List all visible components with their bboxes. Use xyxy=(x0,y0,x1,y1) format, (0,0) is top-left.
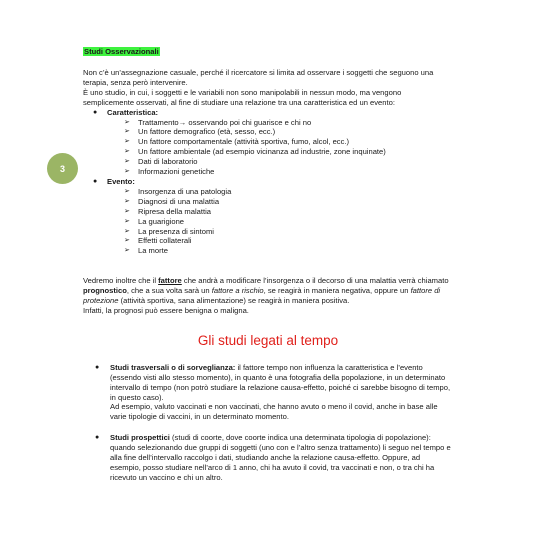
arrow-bullet-icon: ➢ xyxy=(124,217,130,225)
arrow-bullet-icon: ➢ xyxy=(124,207,130,215)
trasversali-label: Studi trasversali o di sorveglianza: xyxy=(110,362,236,372)
evento-label: Evento: xyxy=(107,176,135,186)
arrow-bullet-icon: ➢ xyxy=(124,148,130,156)
text-run: Vedremo inoltre che il xyxy=(83,276,159,286)
page-number-badge xyxy=(47,153,78,184)
arrow-bullet-icon: ➢ xyxy=(124,168,130,176)
fattore-rischio-term: fattore a rischio xyxy=(211,286,264,296)
list-item xyxy=(123,167,453,177)
section-heading: Studi Osservazionali xyxy=(84,47,159,56)
studi-tempo-list xyxy=(83,363,453,483)
list-item xyxy=(123,246,453,256)
list-item xyxy=(123,236,453,246)
arrow-bullet-icon: ➢ xyxy=(124,227,130,235)
prospettici-paragraph xyxy=(110,433,453,483)
page-number: 3 xyxy=(59,163,65,174)
list-item-text: Un fattore comportamentale (attività sportiva, fumo, alcol, ecc.) xyxy=(138,137,350,147)
caratteristica-sublist xyxy=(107,118,453,177)
list-item xyxy=(123,217,453,227)
list-item-text: La presenza di sintomi xyxy=(138,226,214,236)
list-item-text: Diagnosi di una malattia xyxy=(138,196,220,206)
intro-paragraph-1: Non c’è un’assegnazione casuale, perché il ricercatore si limita ad osservare i soggetti che seguono una terapia, senza però intervenire. xyxy=(83,68,434,87)
prognostico-term: prognostico xyxy=(83,286,127,296)
arrow-bullet-icon: ➢ xyxy=(124,237,130,245)
list-item xyxy=(123,118,453,128)
fattore-paragraph xyxy=(83,276,453,306)
arrow-bullet-icon: ➢ xyxy=(124,128,130,136)
list-item xyxy=(123,207,453,217)
list-item-text: La guarigione xyxy=(138,216,185,226)
observation-list xyxy=(83,108,453,257)
fattore-term: fattore xyxy=(158,276,182,286)
arrow-bullet-icon: ➢ xyxy=(124,138,130,146)
list-item-text: Un fattore ambientale (ad esempio vicinanza ad industrie, zone inquinate) xyxy=(138,147,386,157)
trasversali-text: il fattore tempo non influenza la caratteristica e l’evento (essendo visti allo stesso momento), in quanto è una fotografia della popolazione, in un determinato intervallo di tempo (non potrò studiare la relazione causa-effetto, poiché ci sarebbe bisogno di tempo, in questo caso). xyxy=(110,362,451,402)
caratteristica-label: Caratteristica: xyxy=(107,107,159,117)
prospettici-text: (studi di coorte, dove coorte indica una determinata tipologia di popolazione): quando selezionando due gruppi di soggetti (uno con e l’altro senza trattamento) li seguo nel tempo e alla fine dell’intervallo raccolgo i dati, studiando anche la relazione causa-effetto. Oppure, ad esempio, posso studiare nell’arco di 1 anno, chi ha avuto il covid, tra vaccinati e non, o tra chi ha ricevuto un vaccino e chi un altro. xyxy=(110,433,451,482)
list-item-text: La morte xyxy=(138,246,168,256)
text-run: che andrà a modificare l’insorgenza o il decorso di una malattia verrà chiamato xyxy=(181,276,449,286)
text-run: , se reagirà in maniera negativa, oppure un xyxy=(263,286,411,296)
prognosi-line: Infatti, la prognosi può essere benigna o maligna. xyxy=(83,305,249,315)
list-item-text: Ripresa della malattia xyxy=(138,206,212,216)
intro-paragraph-2: È uno studio, in cui, i soggetti e le variabili non sono manipolabili in nessun modo, ma vengono semplicemente osservati, al fine di studiare una relazione tra una caratteristica ed un evento: xyxy=(83,87,402,107)
list-item-text: Insorgenza di una patologia xyxy=(138,186,232,196)
list-item-text: Trattamento→ osservando poi chi guarisce e chi no xyxy=(138,117,312,127)
list-item xyxy=(123,157,453,167)
trasversali-paragraph xyxy=(110,363,453,403)
text-run: , che a sua volta sarà un xyxy=(126,286,212,296)
caratteristica-item xyxy=(83,108,453,177)
prospettici-label: Studi prospettici xyxy=(110,433,170,443)
arrow-bullet-icon: ➢ xyxy=(124,197,130,205)
list-item-text: Informazioni genetiche xyxy=(138,167,215,177)
list-item xyxy=(123,227,453,237)
arrow-bullet-icon: ➢ xyxy=(124,187,130,195)
list-item xyxy=(123,187,453,197)
list-item-text: Effetti collaterali xyxy=(138,236,192,246)
bullet-icon: ● xyxy=(95,434,100,442)
list-item xyxy=(123,127,453,137)
list-item xyxy=(123,197,453,207)
trasversali-example: Ad esempio, valuto vaccinati e non vaccinati, che hanno avuto o meno il covid, anche in base alle varie tipologie di vaccini, in un determinato momento. xyxy=(110,402,438,422)
section-heading-row xyxy=(83,47,453,57)
list-item xyxy=(123,147,453,157)
list-item-text: Un fattore demografico (età, sesso, ecc.) xyxy=(138,127,276,137)
fattore-protezione-term: fattore di protezione xyxy=(83,286,441,306)
arrow-bullet-icon: ➢ xyxy=(124,158,130,166)
bullet-icon: ● xyxy=(93,177,98,185)
evento-item xyxy=(83,177,453,256)
bullet-icon: ● xyxy=(93,108,98,116)
page-content xyxy=(83,47,453,483)
list-item-text: Dati di laboratorio xyxy=(138,157,198,167)
text-run: (attività sportiva, sana alimentazione) se reagirà in maniera positiva. xyxy=(118,296,350,306)
trasversali-item xyxy=(83,363,453,422)
arrow-bullet-icon: ➢ xyxy=(124,247,130,255)
tempo-section-title: Gli studi legati al tempo xyxy=(197,332,339,348)
bullet-icon: ● xyxy=(95,363,100,371)
evento-sublist xyxy=(107,187,453,256)
arrow-bullet-icon: ➢ xyxy=(124,118,130,126)
prospettici-item xyxy=(83,433,453,483)
list-item xyxy=(123,137,453,147)
